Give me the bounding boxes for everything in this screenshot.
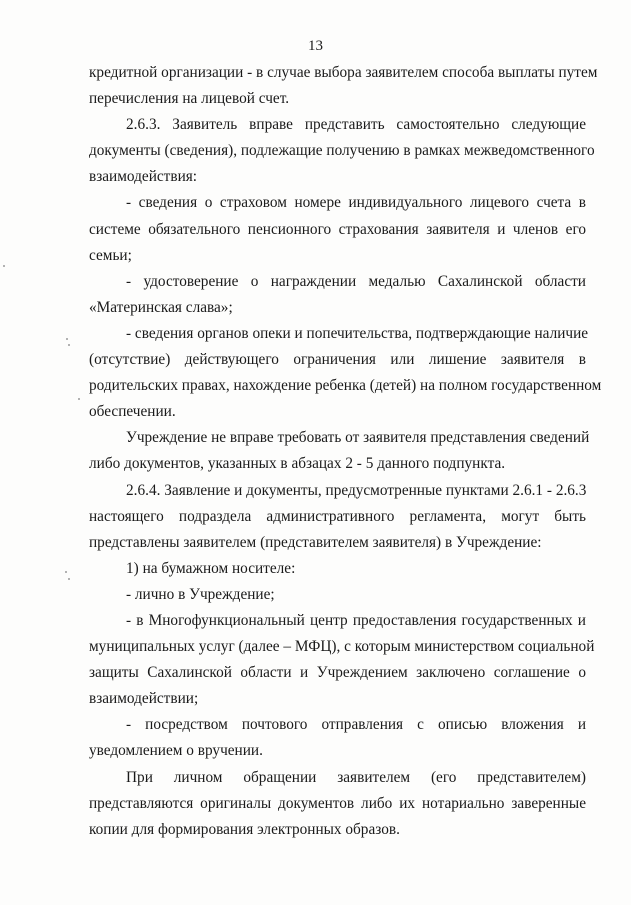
scan-speck <box>68 578 70 580</box>
text-line: настоящего подраздела административного регламента, могут быть <box>89 507 586 525</box>
text-line: «Материнская слава»; <box>89 298 233 316</box>
text-line: либо документов, указанных в абзацах 2 - 5 данного подпункта. <box>89 455 506 473</box>
text-line: 1) на бумажном носителе: <box>126 559 296 577</box>
text-line: муниципальных услуг (далее – МФЦ), с которым министерством социальной <box>89 638 595 656</box>
text-line: представляются оригиналы документов либо их нотариально заверенные <box>89 794 586 812</box>
text-line: уведомлением о вручении. <box>89 742 263 760</box>
scan-speck <box>66 338 68 340</box>
text-line: - сведения органов опеки и попечительства, подтверждающие наличие <box>126 324 589 342</box>
text-line: - в Многофункциональный центр предоставления государственных и <box>126 611 586 629</box>
text-line: обеспечении. <box>89 403 176 421</box>
text-line: (отсутствие) действующего ограничения или лишение заявителя в <box>89 351 586 369</box>
text-line: взаимодействии; <box>89 690 199 708</box>
page-number: 13 <box>308 38 323 54</box>
scan-speck <box>78 398 80 400</box>
text-line: 2.6.3. Заявитель вправе представить самостоятельно следующие <box>126 116 586 134</box>
text-line: системе обязательного пенсионного страхования заявителя и членов его <box>89 220 586 238</box>
text-line: перечисления на лицевой счет. <box>89 90 290 108</box>
text-line: - сведения о страховом номере индивидуального лицевого счета в <box>126 194 586 212</box>
text-line: - посредством почтового отправления с описью вложения и <box>126 716 586 734</box>
scan-speck <box>3 265 5 267</box>
text-line: При личном обращении заявителем (его представителем) <box>126 768 586 786</box>
text-line: взаимодействия: <box>89 168 198 186</box>
text-line: - удостоверение о награждении медалью Сахалинской области <box>126 272 586 290</box>
scan-speck <box>65 571 67 573</box>
text-line: копии для формирования электронных образов. <box>89 820 400 838</box>
text-line: кредитной организации - в случае выбора заявителем способа выплаты путем <box>89 64 598 81</box>
text-line: документы (сведения), подлежащие получению в рамках межведомственного <box>89 142 595 160</box>
text-line: представлены заявителем (представителем заявителя) в Учреждение: <box>89 533 542 551</box>
text-line: семьи; <box>89 246 132 264</box>
text-line: 2.6.4. Заявление и документы, предусмотренные пунктами 2.6.1 - 2.6.3 <box>126 481 587 499</box>
scan-speck <box>68 344 70 346</box>
text-line: родительских правах, нахождение ребенка (детей) на полном государственном <box>89 377 602 395</box>
text-line: Учреждение не вправе требовать от заявителя представления сведений <box>126 429 590 447</box>
document-body <box>89 60 602 843</box>
text-line: защиты Сахалинской области и Учреждением заключено соглашение о <box>89 664 586 682</box>
text-line: - лично в Учреждение; <box>126 585 275 603</box>
